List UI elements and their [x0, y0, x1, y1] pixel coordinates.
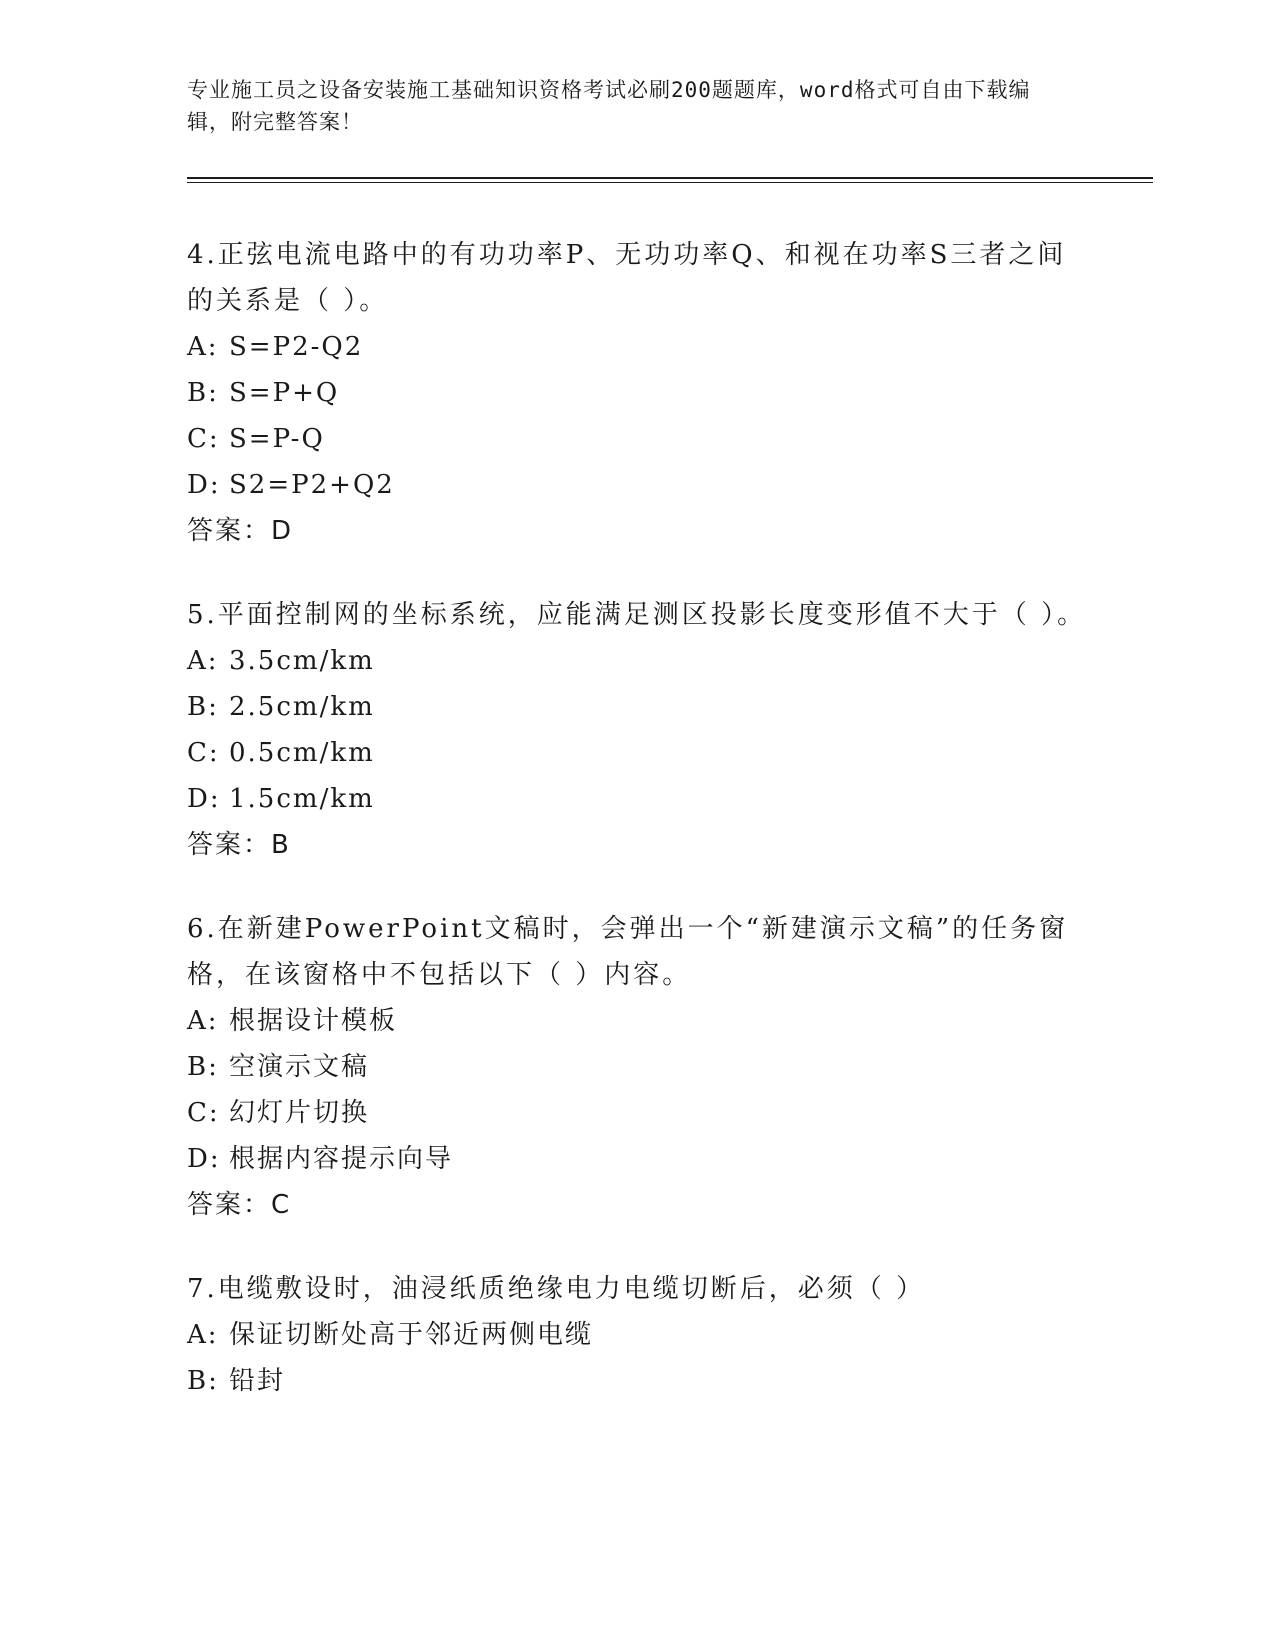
option-b [187, 370, 1087, 416]
option-key: B: [187, 1366, 219, 1396]
option-a [187, 638, 1087, 684]
option-key: A: [187, 332, 219, 362]
option-d [187, 776, 1087, 822]
option-key: A: [187, 1006, 219, 1036]
option-key: A: [187, 646, 219, 676]
option-text: 空演示文稿 [229, 1052, 370, 1082]
option-text: 根据内容提示向导 [229, 1144, 454, 1174]
option-key: A: [187, 1320, 219, 1350]
option-key: D: [187, 784, 221, 814]
option-a [187, 1312, 1087, 1358]
option-key: B: [187, 378, 219, 408]
option-key: C: [187, 424, 220, 454]
option-text: 根据设计模板 [229, 1006, 398, 1036]
option-text: S=P+Q [229, 378, 340, 408]
option-key: C: [187, 1098, 220, 1128]
question-stem: 6.在新建PowerPoint文稿时，会弹出一个“新建演示文稿”的任务窗格，在该窗格中不包括以下（ ）内容。 [187, 914, 1069, 990]
answer-line: 答案：C [187, 1190, 292, 1220]
answer-line: 答案：D [187, 516, 294, 546]
option-text: 0.5cm/km [229, 738, 375, 768]
option-key: D: [187, 1144, 221, 1174]
option-d [187, 1136, 1087, 1182]
question-stem: 7.电缆敷设时，油浸纸质绝缘电力电缆切断后，必须（ ） [187, 1274, 926, 1304]
option-key: B: [187, 692, 219, 722]
option-text: 铅封 [229, 1366, 286, 1396]
option-d [187, 462, 1087, 508]
question-5 [187, 592, 1087, 868]
option-a [187, 324, 1087, 370]
option-b [187, 684, 1087, 730]
option-c [187, 730, 1087, 776]
option-key: D: [187, 470, 221, 500]
question-stem: 4.正弦电流电路中的有功功率P、无功功率Q、和视在功率S三者之间的关系是（ ）。 [187, 240, 1067, 316]
option-text: S=P-Q [229, 424, 325, 454]
question-stem: 5.平面控制网的坐标系统，应能满足测区投影长度变形值不大于（ ）。 [187, 600, 1087, 630]
question-6 [187, 906, 1087, 1228]
option-text: 1.5cm/km [229, 784, 375, 814]
option-text: S2=P2+Q2 [229, 470, 395, 500]
header-divider-thick [187, 177, 1153, 179]
option-b [187, 1358, 1087, 1404]
option-key: C: [187, 738, 220, 768]
question-4 [187, 232, 1087, 554]
document-header: 专业施工员之设备安装施工基础知识资格考试必刷200题题库，word格式可自由下载编辑，附完整答案！ [187, 78, 1031, 134]
option-c [187, 1090, 1087, 1136]
option-a [187, 998, 1087, 1044]
question-list [187, 232, 1087, 1442]
question-7 [187, 1266, 1087, 1404]
answer-line: 答案：B [187, 830, 291, 860]
option-text: 幻灯片切换 [229, 1098, 370, 1128]
header-divider-thin [187, 182, 1153, 183]
option-text: 保证切断处高于邻近两侧电缆 [229, 1320, 594, 1350]
option-text: 3.5cm/km [229, 646, 375, 676]
option-text: 2.5cm/km [229, 692, 375, 722]
option-key: B: [187, 1052, 219, 1082]
option-text: S=P2-Q2 [229, 332, 364, 362]
option-b [187, 1044, 1087, 1090]
option-c [187, 416, 1087, 462]
